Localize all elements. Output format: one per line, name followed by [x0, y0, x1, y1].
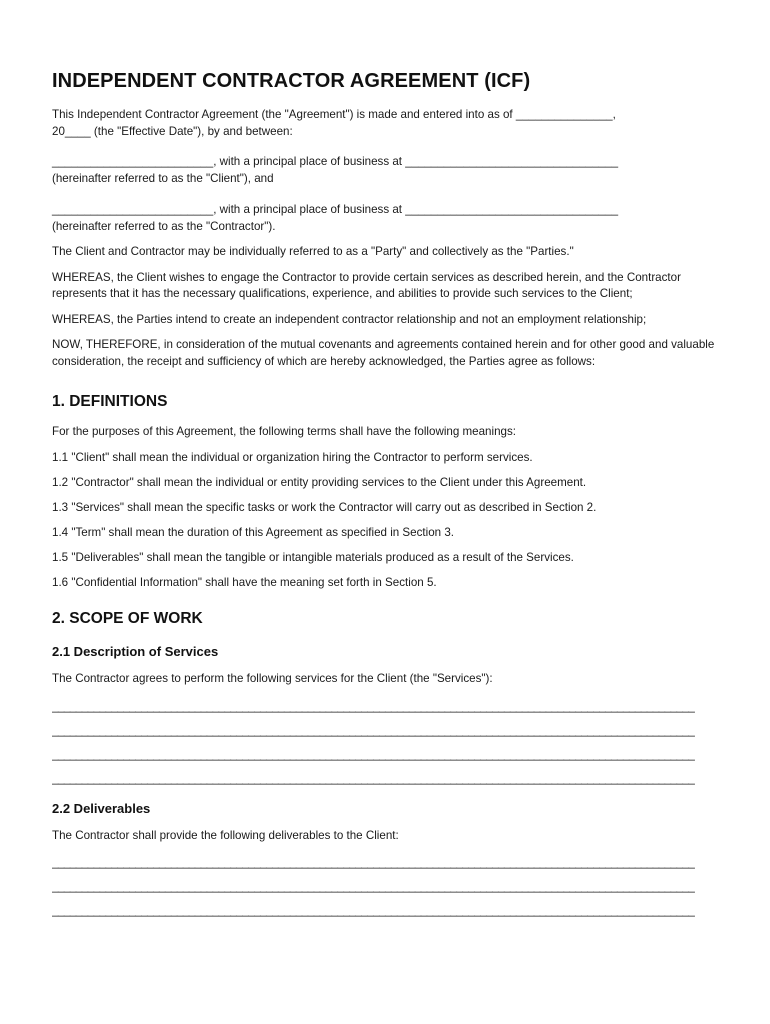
intro-line-2: 20____ (the "Effective Date"), by and between: [52, 124, 293, 138]
deliverables-fill-line[interactable]: ____________________________________________________________________________________________________________ [52, 904, 695, 917]
section-2-heading: 2. SCOPE OF WORK [52, 610, 203, 627]
definition-item: 1.4 "Term" shall mean the duration of this Agreement as specified in Section 3. [52, 525, 454, 539]
services-fill-line[interactable]: ____________________________________________________________________________________________________________ [52, 747, 695, 761]
deliverables-fill-line[interactable]: ____________________________________________________________________________________________________________ [52, 856, 695, 869]
services-fill-line[interactable]: ____________________________________________________________________________________________________________ [52, 771, 695, 785]
definition-item: 1.1 "Client" shall mean the individual or organization hiring the Contractor to perform services. [52, 450, 533, 464]
deliverables-intro: The Contractor shall provide the following deliverables to the Client: [52, 828, 399, 842]
contractor-party-block [52, 202, 724, 235]
definitions-intro: For the purposes of this Agreement, the following terms shall have the following meanings: [52, 425, 516, 438]
document-body [52, 68, 724, 926]
whereas-clause-2: WHEREAS, the Parties intend to create an independent contractor relationship and not an employment relationship; [52, 312, 647, 326]
intro-paragraph [52, 107, 724, 140]
definition-item: 1.3 "Services" shall mean the specific tasks or work the Contractor will carry out as described in Section 2. [52, 500, 597, 514]
subsection-2-2-heading: 2.2 Deliverables [52, 800, 151, 816]
definition-item: 1.6 "Confidential Information" shall have the meaning set forth in Section 5. [52, 575, 437, 589]
document-title: INDEPENDENT CONTRACTOR AGREEMENT (ICF) [52, 70, 531, 92]
services-fill-line[interactable]: ____________________________________________________________________________________________________________ [52, 699, 695, 713]
whereas-clause-1: WHEREAS, the Client wishes to engage the Contractor to provide certain services as described herein, and the Contractor represents that it has the necessary qualifications, experience, and abilities to provide such services to the Client; [52, 270, 681, 300]
definition-item: 1.5 "Deliverables" shall mean the tangible or intangible materials produced as a result of the Services. [52, 550, 574, 564]
definition-item: 1.2 "Contractor" shall mean the individual or entity providing services to the Client under this Agreement. [52, 475, 587, 489]
now-therefore-clause: NOW, THEREFORE, in consideration of the mutual covenants and agreements contained herein and for other good and valuable consideration, the receipt and sufficiency of which are hereby acknowledged, the Parties agree as follows: [52, 338, 715, 368]
section-1-heading: 1. DEFINITIONS [52, 393, 168, 410]
intro-line-1: This Independent Contractor Agreement (the "Agreement") is made and entered into as of _______________, [52, 108, 616, 121]
contractor-party-line-1: _________________________, with a principal place of business at _________________________________ [52, 203, 619, 216]
client-party-block [52, 154, 724, 187]
client-party-line-2: (hereinafter referred to as the "Client"), and [52, 171, 274, 185]
deliverables-fill-line[interactable]: ____________________________________________________________________________________________________________ [52, 880, 695, 893]
services-intro: The Contractor agrees to perform the following services for the Client (the "Services"): [52, 672, 493, 685]
contractor-party-line-2: (hereinafter referred to as the "Contractor"). [52, 219, 276, 233]
services-fill-line[interactable]: ____________________________________________________________________________________________________________ [52, 723, 695, 737]
parties-note: The Client and Contractor may be individually referred to as a "Party" and collectively as the "Parties." [52, 245, 574, 258]
subsection-2-1-heading: 2.1 Description of Services [52, 644, 219, 659]
client-party-line-1: _________________________, with a principal place of business at _________________________________ [52, 155, 619, 168]
